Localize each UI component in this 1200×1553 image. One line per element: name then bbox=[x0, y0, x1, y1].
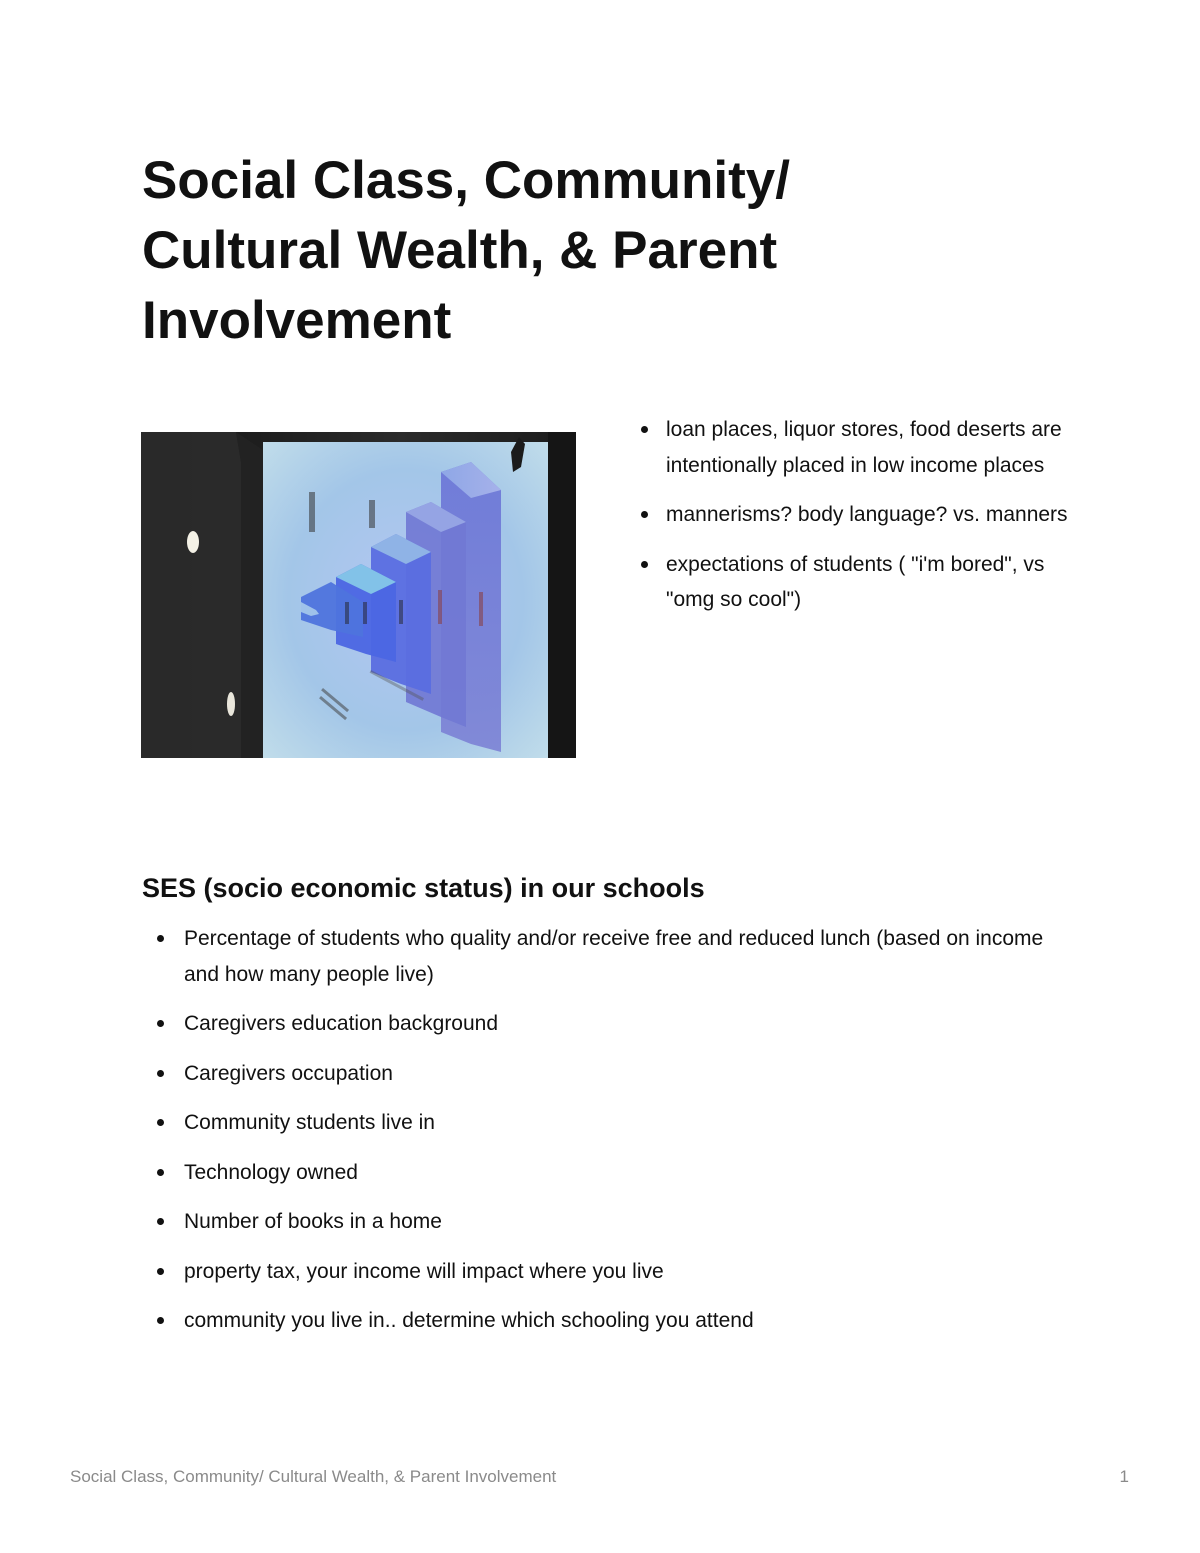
list-item-text: loan places, liquor stores, food deserts are intentionally placed in low income places bbox=[666, 418, 1062, 477]
bullet-icon bbox=[157, 1020, 164, 1027]
bullet-icon bbox=[641, 511, 648, 518]
list-item-text: property tax, your income will impact where you live bbox=[184, 1259, 664, 1283]
list-item bbox=[155, 921, 1055, 992]
list-item bbox=[155, 1303, 1055, 1339]
bullet-icon bbox=[157, 935, 164, 942]
section-heading: SES (socio economic status) in our schools bbox=[142, 873, 705, 903]
list-item-text: mannerisms? body language? vs. manners bbox=[666, 503, 1068, 526]
list-item bbox=[638, 412, 1078, 483]
list-item-text: expectations of students ( "i'm bored", vs "omg so cool") bbox=[666, 552, 1045, 611]
bullet-icon bbox=[157, 1070, 164, 1077]
bullet-icon bbox=[157, 1218, 164, 1225]
list-item bbox=[155, 1105, 1055, 1141]
bullet-icon bbox=[641, 561, 648, 568]
pyramid-photo bbox=[141, 432, 576, 758]
list-item bbox=[155, 1204, 1055, 1240]
ses-list bbox=[155, 921, 1055, 1353]
list-item-text: Percentage of students who quality and/or receive free and reduced lunch (based on income and how many people live) bbox=[184, 927, 1044, 986]
bullet-icon bbox=[641, 426, 648, 433]
list-item-text: Number of books in a home bbox=[184, 1210, 442, 1233]
list-item bbox=[638, 497, 1078, 533]
list-item-text: community you live in.. determine which schooling you attend bbox=[184, 1309, 754, 1332]
list-item-text: Caregivers occupation bbox=[184, 1061, 393, 1085]
bullet-icon bbox=[157, 1268, 164, 1275]
list-item bbox=[638, 547, 1078, 618]
list-item bbox=[155, 1155, 1055, 1191]
bullet-icon bbox=[157, 1317, 164, 1324]
page-title: Social Class, Community/ Cultural Wealth, & Parent Involvement bbox=[142, 151, 790, 350]
footer-doc-title: Social Class, Community/ Cultural Wealth, & Parent Involvement bbox=[70, 1467, 557, 1486]
list-item bbox=[155, 1006, 1055, 1042]
pyramid-photo-graphic bbox=[141, 432, 576, 758]
bullet-icon bbox=[157, 1119, 164, 1126]
list-item bbox=[155, 1254, 1055, 1290]
list-item-text: Technology owned bbox=[184, 1160, 358, 1184]
list-item-text: Community students live in bbox=[184, 1111, 435, 1134]
bullet-icon bbox=[157, 1169, 164, 1176]
side-notes-list bbox=[638, 412, 1078, 632]
list-item-text: Caregivers education background bbox=[184, 1012, 499, 1035]
footer-page-number: 1 bbox=[1119, 1467, 1129, 1486]
list-item bbox=[155, 1056, 1055, 1092]
